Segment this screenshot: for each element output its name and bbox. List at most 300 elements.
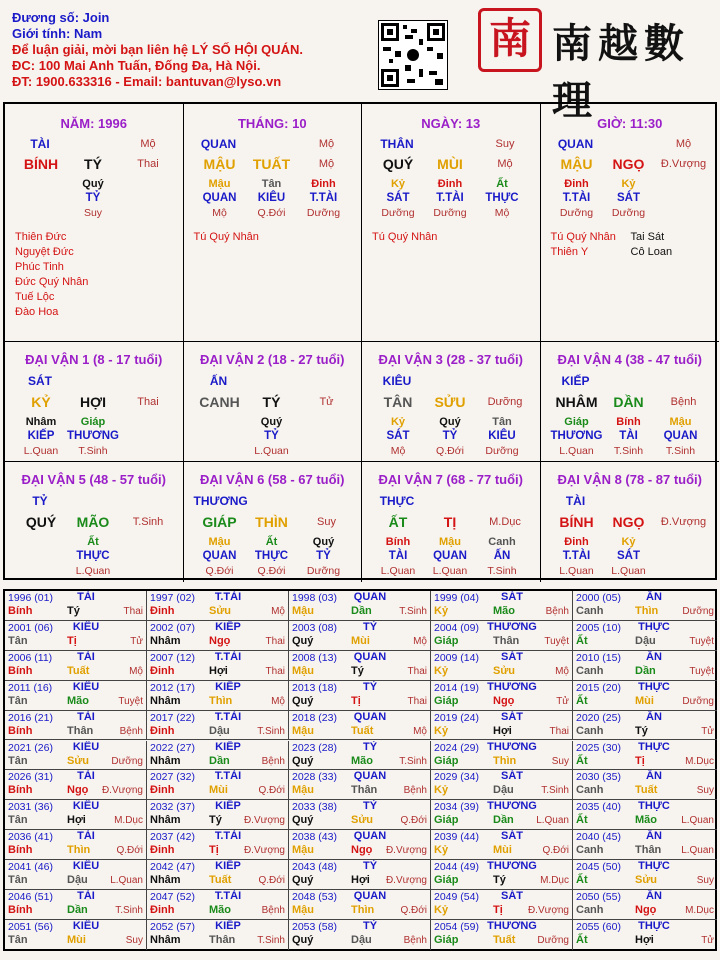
year-ten-god: T.TÀI xyxy=(214,770,242,783)
heavenly-stem: BÍNH xyxy=(23,156,59,172)
year-stem: Tân xyxy=(8,874,28,887)
hidden-ten-god: TỶ xyxy=(85,192,101,204)
year-cell xyxy=(5,890,147,920)
branch-state: Suy xyxy=(317,516,336,528)
year-cell xyxy=(289,800,431,830)
year-cell xyxy=(573,860,717,890)
year-stem: Tân xyxy=(8,754,28,767)
year-stem: Nhâm xyxy=(150,933,181,946)
year-label: 2002 (07) xyxy=(150,621,195,634)
year-state: Tuyệt xyxy=(118,695,143,707)
hidden-ten-god: THỰC xyxy=(254,550,289,562)
year-ten-god: KIẾP xyxy=(215,919,241,932)
year-stem: Mậu xyxy=(292,844,314,857)
year-stem: Ất xyxy=(576,694,588,707)
stem-state: Suy xyxy=(495,138,515,150)
branch-state: Đ.Vượng xyxy=(660,158,707,170)
year-state: Suy xyxy=(696,785,714,797)
year-state: Tử xyxy=(701,725,714,737)
year-label: 2006 (11) xyxy=(8,651,53,664)
year-label: 2008 (13) xyxy=(292,651,337,664)
hidden-ten-god: T.TÀI xyxy=(436,192,464,204)
year-ten-god: KIẾP xyxy=(215,740,241,753)
year-label: 2054 (59) xyxy=(434,920,479,933)
hidden-state: L.Quan xyxy=(254,445,289,457)
year-label: 2023 (28) xyxy=(292,741,337,754)
year-label: 2052 (57) xyxy=(150,920,195,933)
year-branch: Sửu xyxy=(493,664,516,677)
dai-van-cell xyxy=(362,342,541,462)
branch-state: Thai xyxy=(137,396,159,408)
year-label: 2020 (25) xyxy=(576,711,621,724)
branch-state: Bệnh xyxy=(670,396,697,408)
year-cell xyxy=(147,830,289,860)
hidden-state: Q.Đới xyxy=(205,565,234,577)
year-branch: Ngọ xyxy=(67,784,89,797)
year-stem: Mậu xyxy=(292,664,314,677)
year-ten-god: KIÊU xyxy=(72,800,100,813)
year-label: 2041 (46) xyxy=(8,861,53,874)
year-label: 2038 (43) xyxy=(292,831,337,844)
year-label: 2013 (18) xyxy=(292,681,337,694)
year-state: Mộ xyxy=(271,606,285,617)
year-cell xyxy=(147,651,289,681)
year-ten-god: KIẾP xyxy=(215,620,241,633)
year-stem: Ất xyxy=(576,754,588,767)
year-state: Thai xyxy=(549,725,569,737)
hidden-ten-god: T.TÀI xyxy=(562,192,591,204)
year-state: T.Sinh xyxy=(399,606,427,617)
year-ten-god: TÀI xyxy=(77,770,95,783)
year-cell xyxy=(147,920,289,950)
year-state: Q.Đới xyxy=(400,815,427,827)
year-label: 2011 (16) xyxy=(8,681,53,694)
year-ten-god: THỰC xyxy=(638,680,670,693)
year-label: 2009 (14) xyxy=(434,651,479,664)
year-cell xyxy=(147,860,289,890)
pillar-title: NGÀY: 13 xyxy=(421,116,481,131)
year-cell xyxy=(289,651,431,681)
year-stem: Mậu xyxy=(292,904,314,916)
branch-state: M.Dục xyxy=(489,516,521,528)
year-stem: Bính xyxy=(8,664,33,677)
year-label: 2040 (45) xyxy=(576,831,621,844)
auxiliary-star: Đào Hoa xyxy=(15,306,59,318)
year-stem: Kỷ xyxy=(434,664,449,677)
hidden-state: Mộ xyxy=(212,207,227,219)
year-branch: Thìn xyxy=(209,694,233,707)
hidden-state: Dưỡng xyxy=(433,207,467,219)
year-ten-god: TỶ xyxy=(362,800,378,813)
hidden-stem: Tân xyxy=(492,416,512,428)
year-cell xyxy=(431,621,573,651)
year-stem: Canh xyxy=(576,724,604,737)
year-state: Đ.Vượng xyxy=(101,785,143,797)
year-cell xyxy=(431,711,573,741)
year-ten-god: SÁT xyxy=(501,830,523,843)
year-stem: Nhâm xyxy=(150,694,181,707)
year-cell xyxy=(147,800,289,830)
year-cell xyxy=(573,741,717,771)
year-ten-god: THỰC xyxy=(638,860,670,873)
ten-god-label: KIẾP xyxy=(561,374,590,388)
hidden-stem: Giáp xyxy=(564,416,589,428)
year-cell xyxy=(573,621,717,651)
dai-van-title: ĐẠI VẬN 6 (58 - 67 tuổi) xyxy=(200,472,345,487)
year-ten-god: THỰC xyxy=(638,919,670,932)
heavenly-stem: QUÝ xyxy=(382,156,414,172)
year-state: Đ.Vượng xyxy=(385,875,427,887)
year-stem: Mậu xyxy=(292,724,314,737)
year-label: 2051 (56) xyxy=(8,920,53,933)
year-branch: Tuất xyxy=(351,724,374,737)
auxiliary-star: Tú Quý Nhân xyxy=(193,231,259,243)
year-state: Tuyệt xyxy=(544,635,569,647)
hidden-state: Mộ xyxy=(390,445,406,457)
year-stem: Nhâm xyxy=(150,634,181,647)
year-stem: Tân xyxy=(8,933,28,946)
year-stem: Quý xyxy=(292,754,314,767)
year-stem: Ất xyxy=(576,933,588,946)
year-state: Tử xyxy=(556,695,569,707)
year-stem: Quý xyxy=(292,933,314,946)
year-branch: Dần xyxy=(67,904,88,916)
year-stem: Kỷ xyxy=(434,784,449,797)
auxiliary-star: Thiên Đức xyxy=(15,231,67,243)
year-label: 2030 (35) xyxy=(576,771,621,784)
year-stem: Quý xyxy=(292,634,314,647)
earthly-branch: DẦN xyxy=(613,394,644,410)
year-cell xyxy=(573,770,717,800)
year-label: 2015 (20) xyxy=(576,681,621,694)
earthly-branch: TÝ xyxy=(84,156,102,172)
auxiliary-star: Cô Loan xyxy=(630,246,673,258)
pillar-title: NĂM: 1996 xyxy=(60,116,127,131)
year-branch: Tị xyxy=(209,844,219,857)
hidden-ten-god: KIẾP xyxy=(27,430,55,442)
auxiliary-star: Tú Quý Nhân xyxy=(372,231,438,243)
year-branch: Mão xyxy=(351,754,373,767)
dai-van-title: ĐẠI VẬN 2 (18 - 27 tuổi) xyxy=(200,352,345,367)
hidden-stem: Đinh xyxy=(564,536,589,548)
hidden-state: L.Quan xyxy=(23,445,59,457)
year-cell xyxy=(573,591,717,621)
year-ten-god: TÀI xyxy=(77,710,95,723)
pillar-title: GIỜ: 11:30 xyxy=(597,116,663,131)
year-branch: Hợi xyxy=(67,814,86,827)
year-cell xyxy=(147,681,289,711)
year-stem: Kỷ xyxy=(434,724,449,737)
year-state: Suy xyxy=(696,875,714,887)
dai-van-cell xyxy=(5,342,184,462)
year-stem: Canh xyxy=(576,904,604,916)
year-cell xyxy=(147,741,289,771)
year-branch: Thìn xyxy=(635,605,659,617)
year-state: Bệnh xyxy=(403,785,427,797)
year-stem: Bính xyxy=(8,784,33,797)
qr-code-icon xyxy=(378,20,448,90)
year-label: 2053 (58) xyxy=(292,920,337,933)
year-state: L.Quan xyxy=(681,815,714,827)
year-label: 2003 (08) xyxy=(292,621,337,634)
year-state: T.Sinh xyxy=(399,755,427,767)
year-cell xyxy=(5,770,147,800)
year-label: 2046 (51) xyxy=(8,891,53,903)
year-label: 1996 (01) xyxy=(8,592,53,604)
year-stem: Bính xyxy=(8,844,33,857)
year-cell xyxy=(431,800,573,830)
hidden-state: Dưỡng xyxy=(485,445,519,457)
hidden-state: L.Quan xyxy=(432,565,468,577)
dai-van-title: ĐẠI VẬN 8 (78 - 87 tuổi) xyxy=(557,472,702,487)
year-ten-god: THƯƠNG xyxy=(487,680,537,693)
year-ten-god: THƯƠNG xyxy=(487,740,537,753)
year-cell xyxy=(5,920,147,950)
year-label: 2028 (33) xyxy=(292,771,337,784)
year-state: Tuyệt xyxy=(689,635,714,647)
year-state: Bệnh xyxy=(261,755,285,767)
year-branch: Tý xyxy=(635,724,648,737)
hidden-ten-god: QUAN xyxy=(202,550,237,562)
year-cell xyxy=(573,651,717,681)
year-state: Dưỡng xyxy=(537,934,569,946)
year-branch: Dậu xyxy=(67,874,88,887)
year-branch: Hợi xyxy=(493,724,512,737)
year-ten-god: T.TÀI xyxy=(214,830,242,843)
ten-god-label: ẤN xyxy=(209,374,228,388)
year-stem: Bính xyxy=(8,605,33,617)
earthly-branch: TỊ xyxy=(443,514,457,530)
brand-logo-text: 南越數理 xyxy=(552,20,690,124)
year-ten-god: QUAN xyxy=(353,591,387,603)
year-ten-god: KIÊU xyxy=(72,620,100,633)
hidden-stem: Quý xyxy=(82,178,104,190)
year-label: 2045 (50) xyxy=(576,861,621,874)
hidden-ten-god: TỶ xyxy=(264,430,279,442)
year-state: T.Sinh xyxy=(541,785,569,797)
dai-van-title: ĐẠI VẬN 5 (48 - 57 tuổi) xyxy=(21,472,166,487)
year-state: T.Sinh xyxy=(115,905,143,916)
hidden-state: L.Quan xyxy=(75,565,111,577)
branch-state: Mộ xyxy=(497,158,513,170)
year-ten-god: SÁT xyxy=(501,770,523,783)
hidden-state: Q.Đới xyxy=(257,207,286,219)
hidden-stem: Mậu xyxy=(439,536,461,548)
heavenly-stem: MẬU xyxy=(560,156,593,172)
year-cell xyxy=(5,711,147,741)
year-stem: Đinh xyxy=(150,904,175,916)
year-ten-god: QUAN xyxy=(353,650,387,663)
hidden-stem: Kỷ xyxy=(390,416,406,428)
year-stem: Mậu xyxy=(292,605,314,617)
year-state: Dưỡng xyxy=(682,606,714,617)
year-stem: Nhâm xyxy=(150,874,181,887)
header-line: Để luận giải, mời bạn liên hệ LÝ SỐ HỘI QUÁN. xyxy=(12,42,303,57)
hidden-ten-god: T.TÀI xyxy=(309,192,338,204)
year-branch: Mùi xyxy=(635,694,654,707)
hidden-stem: Bính xyxy=(385,536,411,548)
dai-van-title: ĐẠI VẬN 3 (28 - 37 tuổi) xyxy=(378,352,523,367)
year-ten-god: THƯƠNG xyxy=(487,620,537,633)
earthly-branch: SỬU xyxy=(434,394,466,410)
header-line: Giới tính: Nam xyxy=(12,26,103,41)
year-label: 2019 (24) xyxy=(434,711,479,724)
year-ten-god: TÀI xyxy=(77,890,95,902)
year-cell xyxy=(573,711,717,741)
year-ten-god: TỶ xyxy=(362,680,378,693)
year-state: L.Quan xyxy=(536,815,569,827)
year-branch: Thìn xyxy=(67,844,91,857)
year-branch: Ngọ xyxy=(209,634,231,647)
year-ten-god: TÀI xyxy=(77,830,95,843)
year-state: Bệnh xyxy=(119,725,143,737)
header-line: ĐC: 100 Mai Anh Tuấn, Đống Đa, Hà Nội. xyxy=(12,58,261,73)
year-ten-god: THỰC xyxy=(638,800,670,813)
year-cell xyxy=(431,651,573,681)
year-state: Suy xyxy=(551,755,569,767)
hidden-ten-god: SÁT xyxy=(617,550,640,562)
year-cell xyxy=(431,741,573,771)
year-label: 2042 (47) xyxy=(150,861,195,874)
ten-god-label: SÁT xyxy=(28,374,52,388)
year-cell xyxy=(431,860,573,890)
branch-state: Đ.Vượng xyxy=(660,516,707,528)
year-branch: Hợi xyxy=(635,933,654,946)
year-stem: Quý xyxy=(292,694,314,707)
stem-state: Mộ xyxy=(318,138,335,150)
year-label: 2043 (48) xyxy=(292,861,337,874)
year-branch: Tị xyxy=(635,754,645,767)
year-ten-god: THƯƠNG xyxy=(487,860,537,873)
year-state: M.Dục xyxy=(685,755,714,767)
year-ten-god: T.TÀI xyxy=(214,710,242,723)
year-state: Tuyệt xyxy=(689,665,714,677)
heavenly-stem: NHÂM xyxy=(555,394,598,410)
stem-state: Mộ xyxy=(675,138,692,150)
year-stem: Đinh xyxy=(150,664,175,677)
year-ten-god: QUAN xyxy=(353,710,387,723)
year-stem: Canh xyxy=(576,784,604,797)
hidden-state: Q.Đới xyxy=(436,445,464,457)
year-branch: Tý xyxy=(209,814,222,827)
year-state: M.Dục xyxy=(114,815,143,827)
year-ten-god: TÀI xyxy=(77,650,95,663)
year-ten-god: T.TÀI xyxy=(214,591,242,603)
year-branch: Ngọ xyxy=(635,904,657,916)
year-branch: Sửu xyxy=(209,605,232,617)
auxiliary-star: Nguyệt Đức xyxy=(15,246,74,258)
heavenly-stem: QUÝ xyxy=(25,514,57,530)
year-branch: Dậu xyxy=(209,724,230,737)
year-state: Đ.Vượng xyxy=(527,905,569,916)
hidden-stem: Quý xyxy=(439,416,461,428)
year-branch: Thìn xyxy=(493,754,517,767)
pillar-cell xyxy=(362,104,541,342)
year-branch: Tuất xyxy=(209,874,232,887)
year-ten-god: ẤN xyxy=(646,710,662,723)
heavenly-stem: GIÁP xyxy=(202,514,237,530)
hidden-stem: Ất xyxy=(496,178,508,190)
year-state: L.Quan xyxy=(110,875,143,887)
ten-god-label: TỶ xyxy=(32,494,48,508)
year-ten-god: THƯƠNG xyxy=(487,919,537,932)
year-ten-god: QUAN xyxy=(353,890,387,902)
year-ten-god: ẤN xyxy=(646,591,662,603)
branch-state: Thai xyxy=(137,158,159,170)
hidden-ten-god: TÀI xyxy=(388,550,408,562)
year-ten-god: KIÊU xyxy=(72,919,100,932)
heavenly-stem: KỶ xyxy=(31,394,51,410)
year-ten-god: THỰC xyxy=(638,620,670,633)
year-stem: Tân xyxy=(8,814,28,827)
year-state: Tử xyxy=(701,934,714,946)
year-branch: Ngọ xyxy=(493,694,515,707)
year-ten-god: SÁT xyxy=(501,890,523,902)
earthly-branch: NGỌ xyxy=(612,514,645,530)
hidden-stem: Đinh xyxy=(311,178,336,190)
year-stem: Ất xyxy=(576,634,588,647)
year-label: 2001 (06) xyxy=(8,621,53,634)
ten-god-label: THÂN xyxy=(380,137,414,151)
year-label: 2032 (37) xyxy=(150,801,195,814)
year-stem: Ất xyxy=(576,874,588,887)
auxiliary-star: Đức Quý Nhân xyxy=(15,276,89,288)
year-cell xyxy=(5,621,147,651)
year-cell xyxy=(431,830,573,860)
pillar-cell xyxy=(5,104,184,342)
year-cell xyxy=(289,860,431,890)
year-state: Bệnh xyxy=(403,934,427,946)
year-label: 2021 (26) xyxy=(8,741,53,754)
year-branch: Dậu xyxy=(351,933,372,946)
year-branch: Mão xyxy=(209,904,231,916)
hidden-state: Dưỡng xyxy=(559,207,594,219)
ten-god-label: QUAN xyxy=(200,137,237,151)
year-stem: Quý xyxy=(292,874,314,887)
stem-state: Mộ xyxy=(140,138,156,150)
year-stem: Nhâm xyxy=(150,814,181,827)
year-stem: Canh xyxy=(576,844,604,857)
hidden-stem: Ất xyxy=(87,536,99,548)
year-cell xyxy=(147,711,289,741)
hidden-stem: Kỷ xyxy=(390,178,406,190)
heavenly-stem: ẤT xyxy=(388,514,408,530)
year-stem: Giáp xyxy=(434,933,459,946)
ten-god-label: TÀI xyxy=(30,137,50,151)
hidden-ten-god: KIÊU xyxy=(488,430,516,442)
year-stem: Đinh xyxy=(150,724,175,737)
dai-van-title: ĐẠI VẬN 7 (68 - 77 tuổi) xyxy=(378,472,523,487)
ten-god-label: QUAN xyxy=(557,137,594,151)
hidden-state: T.Sinh xyxy=(665,445,696,457)
hidden-ten-god: TÀI xyxy=(619,430,638,442)
year-label: 1997 (02) xyxy=(150,592,195,604)
year-stem: Bính xyxy=(8,904,33,916)
year-label: 2012 (17) xyxy=(150,681,195,694)
year-label: 2049 (54) xyxy=(434,891,479,903)
hidden-stem: Giáp xyxy=(80,416,106,428)
year-ten-god: THỰC xyxy=(638,740,670,753)
year-ten-god: QUAN xyxy=(353,830,387,843)
year-state: Tử xyxy=(130,635,143,647)
year-branch: Mão xyxy=(635,814,657,827)
year-cell xyxy=(431,591,573,621)
header-line: Đương số: Join xyxy=(12,10,110,25)
dai-van-cell xyxy=(541,462,720,582)
year-branch: Dậu xyxy=(493,784,514,797)
year-label: 2025 (30) xyxy=(576,741,621,754)
branch-state: Tử xyxy=(319,396,334,408)
